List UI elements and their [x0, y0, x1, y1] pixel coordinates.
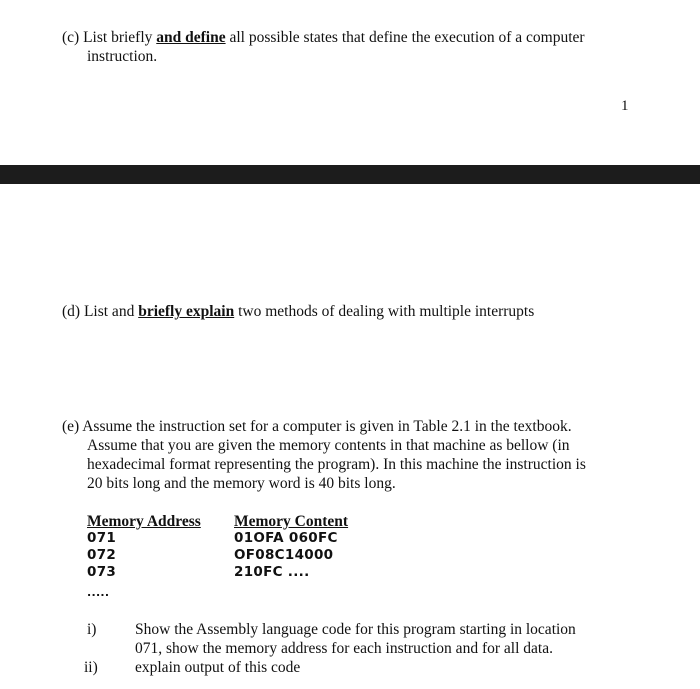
question-d: (d) List and briefly explain two methods of dealing with multiple interrupts: [62, 303, 535, 320]
page-number: 1: [621, 98, 629, 114]
question-d-emphasis: briefly explain: [138, 303, 235, 320]
memory-address-cell: 071: [87, 530, 117, 546]
question-c-line2: instruction.: [87, 48, 158, 65]
question-e-line4: 20 bits long and the memory word is 40 bits long.: [87, 475, 396, 492]
page-divider-bar: [0, 165, 700, 184]
subquestion-i-line2: 071, show the memory address for each instruction and for all data.: [135, 640, 553, 657]
memory-content-cell: OF08C14000: [234, 547, 334, 563]
question-e-line3: hexadecimal format representing the program). In this machine the instruction is: [87, 456, 586, 473]
memory-address-cell: 072: [87, 547, 117, 563]
memory-address-cell: 073: [87, 564, 117, 580]
question-c-emphasis: and define: [156, 29, 226, 46]
memory-address-header: Memory Address: [87, 513, 201, 530]
subquestion-i-label: i): [87, 621, 97, 638]
memory-content-header: Memory Content: [234, 513, 349, 530]
question-e-line2: Assume that you are given the memory contents in that machine as bellow (in: [87, 437, 570, 454]
subquestion-ii-label: ii): [84, 659, 98, 676]
memory-content-cell: 01OFA 060FC: [234, 530, 338, 546]
question-e-line1: (e) Assume the instruction set for a computer is given in Table 2.1 in the textbook.: [62, 418, 572, 435]
memory-content-cell: 210FC ....: [234, 564, 310, 580]
subquestion-i-line1: Show the Assembly language code for this program starting in location: [135, 621, 576, 638]
memory-table-ellipsis: .....: [87, 586, 110, 599]
subquestion-ii-line1: explain output of this code: [135, 659, 301, 676]
question-c-line1: (c) List briefly and define all possible states that define the execution of a computer: [62, 29, 585, 46]
